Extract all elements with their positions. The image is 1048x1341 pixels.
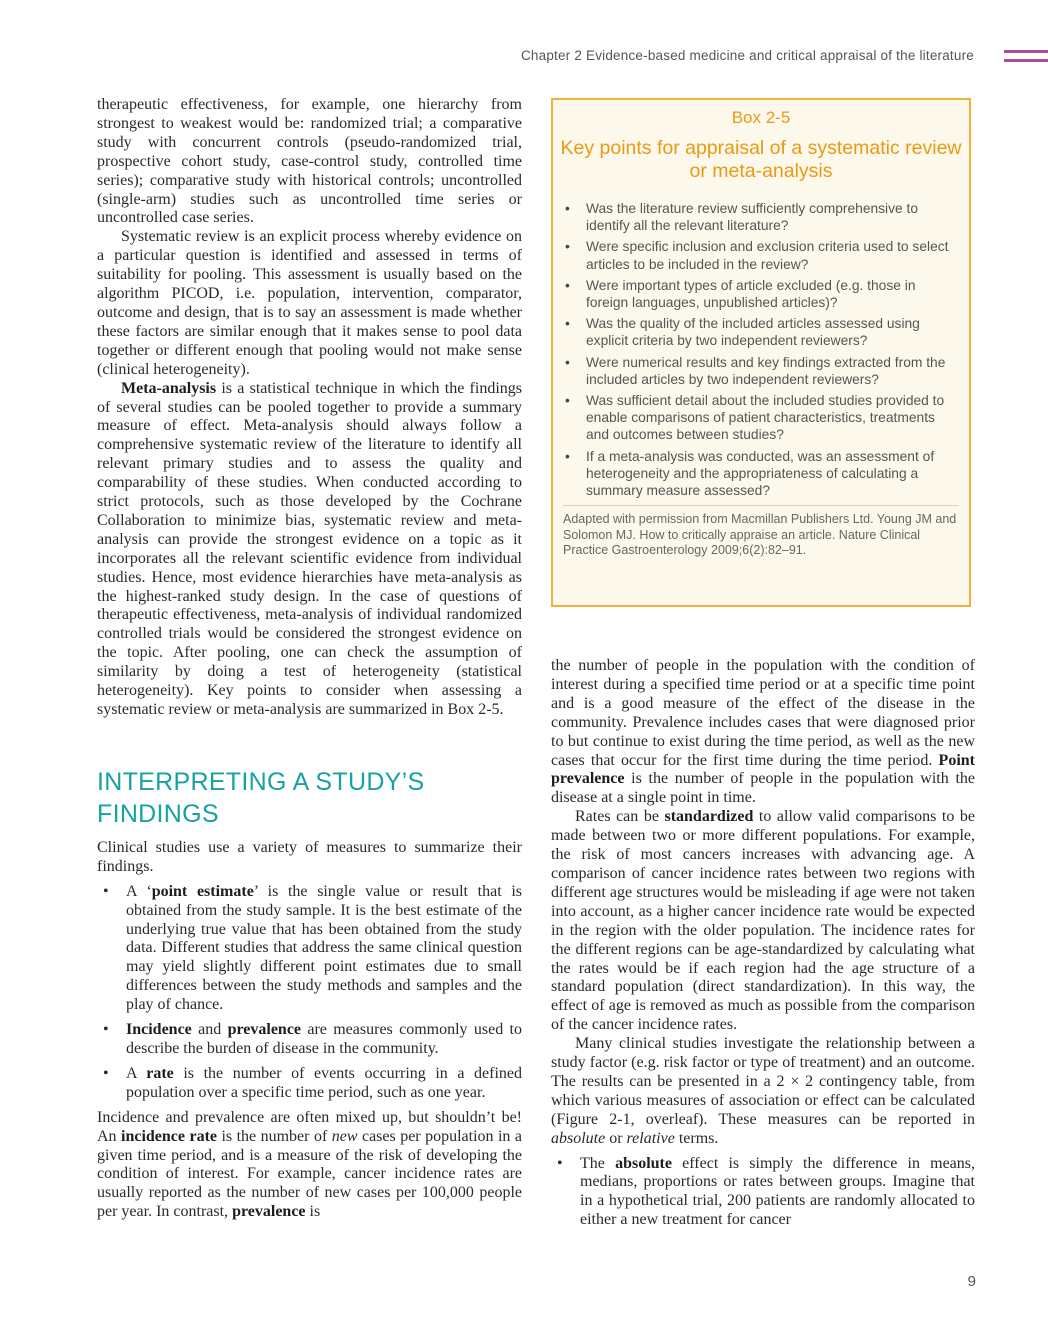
paragraph-standardized: Rates can be standardized to allow valid comparisons to be made between two or more different populations. For example, the risk of most cancers increases with advancing age. A comparison of cancer incidence rates between two regions with different age structures would be misleading if age were not taken into account, as a higher cancer incidence rate would be expected in the region with the older population. The incidence rates for the different regions can be age-standardized by calculating what the rates would be if each region had the age structure of a standard population (direct standardization). In this way, the effect of age is removed as much as possible from the comparison of the cancer incidence rates. [551, 808, 976, 1034]
list-item: • Incidence and prevalence are measures commonly used to describe the burden of disease in the community. [97, 1021, 522, 1059]
box-source-note: Adapted with permission from Macmillan Publishers Ltd. Young JM and Solomon MJ. How to critically appraise an article. Nature Clinical Practice Gastroenterology 2009;6(2):82–91. [563, 512, 957, 558]
list-item: • If a meta-analysis was conducted, was an assessment of heterogeneity and the appropriateness of calculating a summary measure assessed? [565, 448, 961, 500]
section-heading: INTERPRETING A STUDY’S FINDINGS [97, 767, 425, 828]
left-column [97, 96, 522, 1222]
list-item: • Were numerical results and key findings extracted from the included articles by two independent reviewers? [565, 354, 961, 388]
term-meta-analysis: Meta-analysis [121, 379, 217, 397]
list-item: • Was sufficient detail about the included studies provided to enable comparisons of patient characteristics, treatments and outcomes between studies? [565, 392, 961, 444]
box-title: Key points for appraisal of a systematic review or meta-analysis [560, 137, 962, 182]
paragraph-prevalence: the number of people in the population with the condition of interest during a specified time period or at a specific time point and is a good measure of the effect of the disease in the community. Prevalence includes cases that were diagnosed prior to but continue to exist during the time period, as well as the new cases that occur for the first time during the time period. Point prevalence is the number of people in the population with the disease at a single point in time. [551, 657, 975, 807]
list-item: • A ‘point estimate’ is the single value or result that is obtained from the study sample. It is the best estimate of the underlying true value that has been obtained from the study data. Different studies that address the same clinical question may yield slightly different point estimates due to small differences between the study methods and samples and the play of chance. [97, 883, 522, 1015]
paragraph-intro: Clinical studies use a variety of measures to summarize their findings. [97, 838, 522, 875]
list-item: • The absolute effect is simply the difference in means, medians, proportions or rates between groups. Imagine that in a hypothetical trial, 200 patients are randomly allocated to either a new treatment for cancer [551, 1155, 975, 1231]
chapter-title: Chapter 2 Evidence-based medicine and critical appraisal of the literature [520, 48, 974, 63]
paragraph-incidence: Incidence and prevalence are often mixed up, but shouldn’t be! An incidence rate is the number of new cases per population in a given time period, and is a measure of the risk of developing the condition of interest. For example, cancer incidence rates are usually reported as the number of new cases per 100,000 people per year. In contrast, prevalence is [97, 1108, 522, 1221]
header-rule-bottom [1004, 59, 1048, 62]
box-points-list [553, 200, 969, 499]
paragraph-meta-analysis: Meta-analysis is a statistical technique in which the findings of several studies can be pooled together to provide a summary measure of effect. Meta-analysis should always follow a comprehensive systematic review of the literature to identify all relevant primary studies and to assess the quality and comparability of these studies. When conducted according to strict protocols, such as those developed by the Cochrane Collaboration to minimize bias, systematic review and meta-analysis can provide the strongest evidence on a topic as it incorporates all the relevant scientific evidence from individual studies. Hence, most evidence hierarchies have meta-analysis as the highest-ranked study design. In the case of questions of therapeutic effectiveness, meta-analysis of individual randomized controlled trials would be considered the strongest evidence on the topic. After pooling, one can check the assumption of similarity by doing a test of heterogeneity (statistical heterogeneity). Key points to consider when assessing a systematic review or meta-analysis are summarized in Box 2-5. [97, 379, 522, 718]
list-item: • Was the quality of the included articles assessed using explicit criteria by two independent reviewers? [565, 315, 961, 349]
right-column [551, 657, 975, 1236]
header-rule-top [1004, 50, 1048, 53]
measures-list [97, 883, 522, 1103]
running-header [0, 48, 1048, 68]
box-label: Box 2-5 [731, 108, 791, 127]
page-number: 9 [967, 1273, 976, 1290]
effect-list [551, 1155, 975, 1231]
paragraph: therapeutic effectiveness, for example, one hierarchy from strongest to weakest would be: randomized trial; a comparative study with concurrent controls (pseudo-randomized trial, prospective cohort study, case-control study, controlled time series); comparative study with historical controls; uncontrolled (single-arm) studies such as uncontrolled time series or uncontrolled case series. [97, 96, 522, 227]
list-item: • Were specific inclusion and exclusion criteria used to select articles to be included in the review? [565, 238, 961, 272]
list-item: • Was the literature review sufficiently comprehensive to identify all the relevant literature? [565, 200, 961, 234]
paragraph-association: Many clinical studies investigate the relationship between a study factor (e.g. risk factor or type of treatment) and an outcome. The results can be presented in a 2 × 2 contingency table, from which various measures of association or effect can be calculated (Figure 2-1, overleaf). These measures can be reported in absolute or relative terms. [551, 1035, 975, 1147]
list-item: • A rate is the number of events occurring in a defined population over a specific time period, such as one year. [97, 1065, 522, 1103]
box-2-5 [551, 98, 971, 607]
list-item: • Were important types of article excluded (e.g. those in foreign languages, unpublished articles)? [565, 277, 961, 311]
paragraph-systematic-review: Systematic review is an explicit process whereby evidence on a particular question is identified and assessed in terms of suitability for pooling. This assessment is usually based on the algorithm PICOD, i.e. population, intervention, comparator, outcome and design, that is to say an assessment is made whether these factors are similar enough that it makes sense to pool data together or different enough that pooling would not make sense (clinical heterogeneity). [97, 228, 522, 378]
